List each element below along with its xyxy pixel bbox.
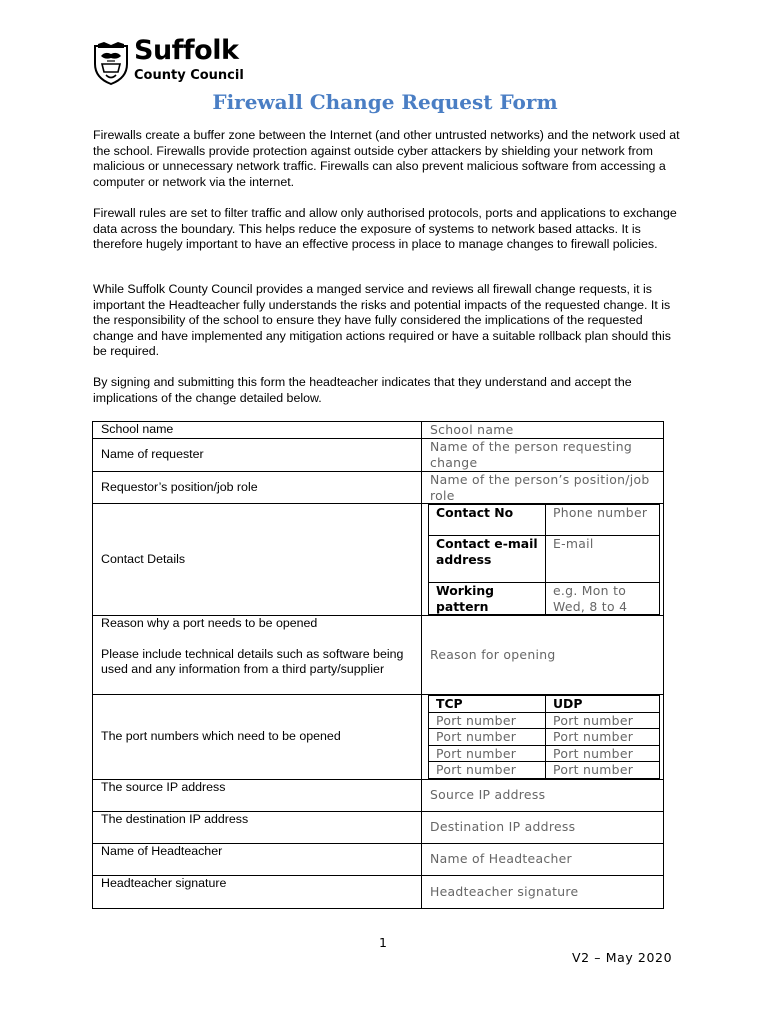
contact-no-label: Contact No [429,505,546,536]
intro-paragraph-3: While Suffolk County Council provides a manged service and reviews all firewall change requests, it is important the Headteacher fully understands the risks and potential impacts of the requested change. It is the responsibility of the school to ensure they have fully considered the implications of the requested change and have implemented any mitigation actions required or have a suitable rollback plan should this be required. [93,282,671,359]
row-headteacher [93,843,664,875]
udp-port-field[interactable]: Port number [546,762,660,779]
ports-table [428,695,660,779]
tcp-port-field[interactable]: Port number [429,762,546,779]
ports-cell [422,695,664,780]
reason-field[interactable]: Reason for opening [422,616,664,695]
ports-row [429,745,660,762]
reason-label-line1: Reason why a port needs to be opened [101,616,318,630]
row-ports [93,695,664,780]
intro-paragraph-2: Firewall rules are set to filter traffic and allow only authorised protocols, ports and applications to exchange data across the boundary. This helps reduce the exposure of systems to network based attacks. It is therefore hugely important to have an effective process in place to manage changes to firewall policies. [93,206,677,252]
signature-label: Headteacher signature [93,875,422,908]
reason-label [93,616,422,695]
position-label: Requestor’s position/job role [93,472,422,504]
council-logo [92,35,262,90]
ports-label: The port numbers which need to be opened [93,695,422,780]
contact-email-label: Contact e-mail address [429,536,546,583]
headteacher-label: Name of Headteacher [93,843,422,875]
school-name-label: School name [93,422,422,439]
signature-field[interactable]: Headteacher signature [422,875,664,908]
email-field[interactable]: E-mail [546,536,660,583]
contact-phone-row [429,505,660,536]
source-ip-label: The source IP address [93,779,422,811]
row-school-name [93,422,664,439]
requester-label: Name of requester [93,439,422,472]
udp-port-field[interactable]: Port number [546,745,660,762]
reason-label-line2: Please include technical details such as software being used and any information from a third party/supplier [101,646,404,676]
headteacher-field[interactable]: Name of Headteacher [422,843,664,875]
destination-ip-field[interactable]: Destination IP address [422,811,664,843]
intro-paragraph-4: By signing and submitting this form the headteacher indicates that they understand and accept the implications of the change detailed below. [93,375,632,405]
tcp-port-field[interactable]: Port number [429,729,546,746]
intro-paragraph-1: Firewalls create a buffer zone between the Internet (and other untrusted networks) and the network used at the school. Firewalls provide protection against outside cyber attackers by shielding your network from malicious or unnecessary network traffic. Firewalls can also prevent malicious software from accessing a computer or network via the internet. [93,128,680,189]
row-destination-ip [93,811,664,843]
school-name-field[interactable]: School name [422,422,664,439]
working-pattern-label: Working pattern [429,583,546,615]
request-form-table [92,421,664,909]
row-contact-details [93,504,664,616]
org-subname: County Council [134,68,244,83]
tcp-header: TCP [429,696,546,713]
row-requester [93,439,664,472]
contact-details-label: Contact Details [93,504,422,616]
phone-number-field[interactable]: Phone number [546,505,660,536]
ports-row [429,762,660,779]
ports-header-row [429,696,660,713]
row-signature [93,875,664,908]
contact-pattern-row [429,583,660,615]
contact-details-cell [422,504,664,616]
working-pattern-field[interactable]: e.g. Mon to Wed, 8 to 4 [546,583,660,615]
suffolk-crest-icon [92,42,130,86]
requester-field[interactable]: Name of the person requesting change [422,439,664,472]
page-number: 1 [379,935,387,950]
contact-details-table [428,504,660,615]
udp-header: UDP [546,696,660,713]
row-source-ip [93,779,664,811]
document-version: V2 – May 2020 [572,950,673,965]
ports-row [429,712,660,729]
position-field[interactable]: Name of the person’s position/job role [422,472,664,504]
contact-email-row [429,536,660,583]
tcp-port-field[interactable]: Port number [429,712,546,729]
tcp-port-field[interactable]: Port number [429,745,546,762]
udp-port-field[interactable]: Port number [546,729,660,746]
row-position [93,472,664,504]
udp-port-field[interactable]: Port number [546,712,660,729]
ports-row [429,729,660,746]
page-title: Firewall Change Request Form [212,90,558,114]
source-ip-field[interactable]: Source IP address [422,779,664,811]
org-name: Suffolk [134,35,239,66]
destination-ip-label: The destination IP address [93,811,422,843]
row-reason [93,616,664,695]
